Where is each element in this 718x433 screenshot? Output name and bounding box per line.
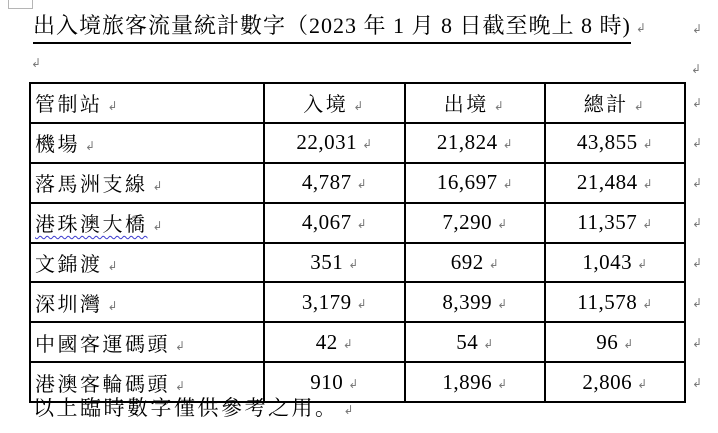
header-text: 總計 (583, 94, 629, 117)
cell-text: 11,357 (577, 210, 638, 235)
cell-text: 機場 (35, 134, 80, 157)
inbound-cell (264, 322, 405, 362)
paragraph-mark-icon: ↲ (692, 335, 703, 350)
paragraph-mark-icon: ↲ (692, 176, 703, 191)
cell-text: 22,031 (296, 130, 358, 155)
paragraph-mark-icon: ↲ (483, 336, 494, 351)
paragraph-mark-icon: ↲ (343, 403, 357, 417)
inbound-cell (264, 282, 405, 322)
page-title: 出入境旅客流量統計數字（2023 年 1 月 8 日截至晚上 8 時) (33, 12, 631, 44)
end-of-row-mark-cell (685, 83, 711, 123)
paragraph-mark-icon: ↲ (362, 137, 373, 152)
total-cell (545, 362, 685, 402)
paragraph-mark-icon: ↲ (175, 338, 188, 353)
header-text: 出境 (443, 94, 489, 117)
cell-text: 4,067 (301, 210, 352, 235)
cell-text: 21,484 (576, 170, 638, 195)
paragraph-mark-icon: ↲ (692, 256, 703, 270)
total-cell (545, 163, 685, 203)
paragraph-mark-icon: ↲ (692, 96, 703, 111)
paragraph-mark-icon: ↲ (692, 216, 703, 231)
paragraph-mark-icon: ↲ (152, 179, 166, 194)
cell-text: 42 (315, 329, 338, 354)
paragraph-mark-icon: ↲ (488, 257, 500, 271)
header-arrivals (264, 83, 405, 123)
paragraph-mark-icon: ↲ (107, 298, 121, 313)
cell-text: 落馬洲支線 (35, 174, 148, 197)
paragraph-mark-icon: ↲ (642, 217, 653, 232)
paragraph-mark-icon: ↲ (691, 62, 702, 76)
station-cell (30, 243, 264, 283)
paragraph-mark-icon: ↲ (642, 296, 653, 311)
inbound-cell (264, 123, 405, 163)
cell-text: 16,697 (436, 170, 498, 195)
document-title-line (33, 12, 646, 44)
paragraph-mark-icon: ↲ (356, 217, 368, 232)
paragraph-mark-icon: ↲ (502, 177, 514, 192)
cell-text: 21,824 (436, 130, 498, 155)
station-cell (30, 163, 264, 203)
paragraph-mark-icon: ↲ (348, 257, 359, 271)
cell-text: 港珠澳大橋 (35, 214, 148, 237)
header-total (545, 83, 685, 123)
cell-text: 11,578 (577, 289, 638, 314)
cell-text: 2,806 (582, 369, 633, 394)
end-of-row-mark-cell (685, 362, 711, 402)
paragraph-mark-icon: ↲ (152, 219, 166, 234)
total-cell (545, 123, 685, 163)
inbound-cell (264, 203, 405, 243)
header-text: 入境 (303, 94, 349, 117)
cell-text: 中國客運碼頭 (35, 333, 170, 356)
cell-text: 1,896 (442, 369, 493, 394)
header-departures (405, 83, 545, 123)
paragraph-mark-icon: ↲ (85, 139, 98, 154)
cell-text: 351 (310, 250, 344, 274)
footer-note: 以上臨時數字僅供參考之用。 (33, 396, 339, 420)
paragraph-mark-icon: ↲ (642, 177, 654, 192)
cell-text: 54 (456, 329, 479, 354)
cell-text: 3,179 (301, 289, 352, 314)
cropped-window-fragment (8, 0, 33, 9)
cell-text: 深圳灣 (35, 293, 103, 316)
table-row (30, 322, 711, 362)
paragraph-mark-icon: ↲ (175, 378, 188, 393)
outbound-cell (405, 123, 545, 163)
paragraph-mark-icon: ↲ (342, 336, 354, 351)
outbound-cell (405, 362, 545, 402)
paragraph-mark-icon: ↲ (353, 99, 366, 114)
paragraph-mark-icon: ↲ (107, 99, 121, 114)
cell-text: 1,043 (582, 250, 633, 274)
table-header-row (30, 83, 711, 123)
paragraph-mark-icon: ↲ (493, 99, 507, 114)
paragraph-mark-icon: ↲ (356, 177, 368, 192)
paragraph-mark-icon: ↲ (497, 376, 508, 391)
paragraph-mark-icon: ↲ (637, 376, 648, 391)
table-body (30, 123, 711, 402)
paragraph-mark-icon: ↲ (623, 336, 634, 351)
paragraph-mark-icon: ↲ (497, 217, 508, 232)
cell-text: 4,787 (301, 170, 352, 195)
paragraph-mark-icon: ↲ (637, 257, 648, 271)
paragraph-mark-icon: ↲ (356, 296, 368, 311)
outbound-cell (405, 282, 545, 322)
header-text: 管制站 (35, 94, 103, 117)
paragraph-mark-icon: ↲ (692, 375, 703, 390)
paragraph-mark-icon: ↲ (692, 295, 703, 310)
end-of-row-mark-cell (685, 203, 711, 243)
total-cell (545, 203, 685, 243)
total-cell (545, 322, 685, 362)
table-row (30, 203, 711, 243)
table-row (30, 282, 711, 322)
inbound-cell (264, 243, 405, 283)
cell-text: 96 (596, 329, 619, 354)
cell-text: 910 (310, 369, 344, 394)
paragraph-mark-icon: ↲ (502, 137, 514, 152)
end-of-row-mark-cell (685, 243, 711, 283)
end-of-row-mark-cell (685, 163, 711, 203)
total-cell (545, 243, 685, 283)
table-row (30, 163, 711, 203)
total-cell (545, 282, 685, 322)
paragraph-mark-icon: ↲ (642, 137, 654, 152)
paragraph-mark-icon: ↲ (107, 259, 121, 273)
station-cell (30, 123, 264, 163)
paragraph-mark-icon: ↲ (31, 56, 42, 70)
end-of-row-mark-cell (685, 123, 711, 163)
inbound-cell (264, 163, 405, 203)
paragraph-mark-icon: ↲ (635, 21, 646, 35)
header-control-point (30, 83, 264, 123)
paragraph-mark-icon: ↲ (348, 376, 359, 391)
paragraph-mark-icon: ↲ (497, 296, 508, 311)
table-row (30, 123, 711, 163)
footer-note-line (33, 392, 356, 422)
paragraph-mark-icon: ↲ (692, 136, 703, 151)
end-of-row-mark-cell (685, 282, 711, 322)
outbound-cell (405, 322, 545, 362)
station-cell (30, 203, 264, 243)
station-cell (30, 282, 264, 322)
outbound-cell (405, 203, 545, 243)
cell-text: 8,399 (442, 289, 493, 314)
paragraph-mark-icon: ↲ (692, 22, 703, 36)
cell-text: 文錦渡 (35, 254, 103, 276)
cell-text: 港澳客輪碼頭 (35, 373, 170, 396)
passenger-traffic-table (29, 82, 712, 403)
table-row (30, 243, 711, 283)
end-of-row-mark-cell (685, 322, 711, 362)
cell-text: 43,855 (576, 130, 638, 155)
cell-text: 692 (450, 250, 484, 274)
station-cell (30, 322, 264, 362)
paragraph-mark-icon: ↲ (633, 99, 647, 114)
cell-text: 7,290 (442, 210, 493, 235)
outbound-cell (405, 243, 545, 283)
outbound-cell (405, 163, 545, 203)
